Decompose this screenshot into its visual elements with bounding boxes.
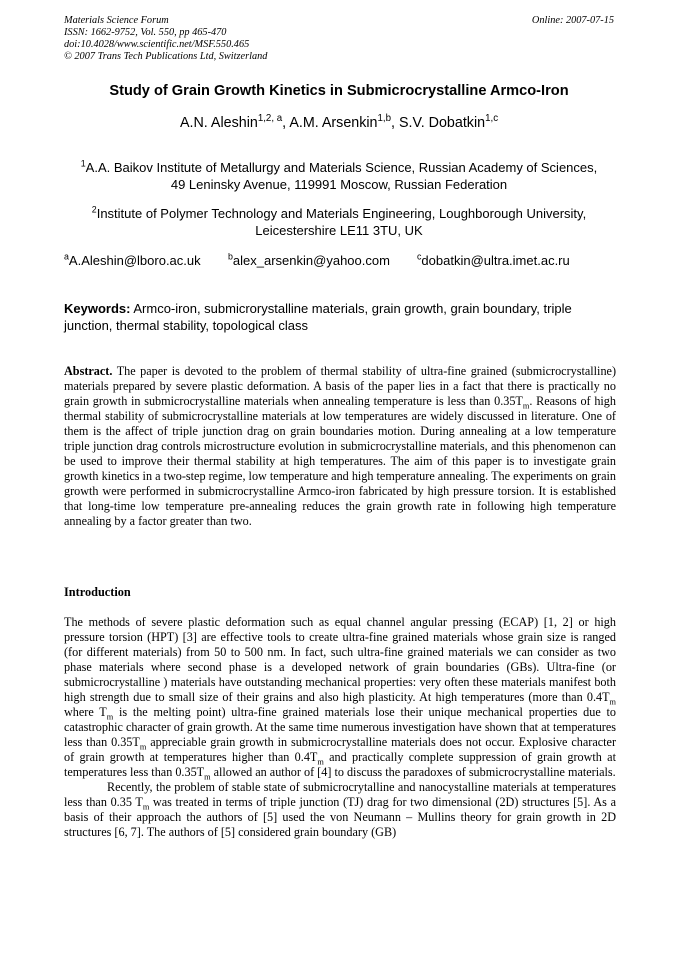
journal-name: Materials Science Forum	[64, 15, 169, 26]
keywords-label: Keywords:	[64, 301, 131, 316]
email-address: dobatkin@ultra.imet.ac.ru	[421, 253, 570, 268]
section-heading: Introduction	[64, 585, 131, 599]
journal-header	[64, 15, 267, 63]
author-separator: ,	[391, 115, 399, 131]
abstract	[64, 364, 616, 529]
author-superscript: 1,c	[485, 113, 499, 125]
paragraph-text: was treated in terms of triple junction (TJ) drag for two dimensional (2D) structures [5]. As a basis of their approach the authors of [5] used the von Neumann – Mullins theory for grain growth in 2D structures [6, 7]. The authors of [5] considered grain boundary (GB)	[64, 795, 616, 839]
affiliation-superscript: 1	[80, 158, 86, 169]
author-superscript: 1,2, a	[257, 113, 283, 125]
affiliation-superscript: 2	[91, 204, 97, 215]
issn-line: ISSN: 1662-9752, Vol. 550, pp 465-470	[64, 27, 227, 38]
author-list	[64, 115, 614, 131]
email-address: alex_arsenkin@yahoo.com	[232, 253, 390, 268]
subscript: m	[317, 757, 324, 767]
introduction-body	[64, 615, 616, 840]
paragraph-text: Recently, the problem of stable state of submicrocrytalline and nanocystalline materials at temperatures less than 0.35 T	[64, 780, 616, 809]
email-superscript: b	[228, 251, 233, 262]
keywords	[64, 300, 616, 334]
affiliation-1	[64, 159, 614, 193]
online-date: Online: 2007-07-15	[531, 15, 614, 26]
subscript: m	[142, 802, 150, 812]
author-name: S.V. Dobatkin	[398, 115, 486, 131]
subscript: m	[609, 697, 616, 707]
paragraph	[64, 615, 616, 780]
email-entry	[228, 253, 417, 268]
subscript: m	[106, 712, 114, 722]
paragraph-text: The methods of severe plastic deformation such as equal channel angular pressing (ECAP) [1, 2] or high pressure torsion (HPT) [3] are effective tools to create ultra-fine grained materials whose grain size is ranged (for different materials) from 50 to 500 nm. In fact, such ultra-fine grained materials we can consider as two phase materials where second phase is a developed network of grain boundaries (GBs). Ultra-fine (or submicrocrystalline ) materials have outstanding mechanical properties: very often these materials manifest both high strength due to small size of their grains and also high plasticity. At high temperatures (more than 0.4T	[64, 615, 616, 704]
subscript: m	[522, 401, 530, 411]
affiliation-2	[64, 205, 614, 239]
email-entry	[64, 253, 228, 268]
abstract-label: Abstract.	[64, 364, 113, 378]
affiliation-line: Institute of Polymer Technology and Materials Engineering, Loughborough University,	[96, 206, 587, 221]
paragraph-text: allowed an author of [4] to discuss the paradoxes of submicrocrystalline materials.	[210, 765, 616, 779]
author-name: A.M. Arsenkin	[289, 115, 378, 131]
affiliation-line: 49 Leninsky Avenue, 119991 Moscow, Russian Federation	[170, 177, 508, 192]
author-separator: ,	[282, 115, 290, 131]
email-superscript: a	[64, 251, 69, 262]
affiliation-line: Leicestershire LE11 3TU, UK	[255, 223, 423, 238]
paragraph-text: is the melting point) ultra-fine grained materials lose their unique mechanical properties due to catastrophic character of grain growth. At the same time numerous investigation have shown that at temperatures less than 0.35T	[64, 705, 616, 749]
doi-line: doi:10.4028/www.scientific.net/MSF.550.465	[64, 39, 250, 50]
email-entry	[417, 253, 570, 268]
paper-title: Study of Grain Growth Kinetics in Submicrocrystalline Armco-Iron	[109, 83, 569, 99]
paragraph	[64, 780, 616, 840]
email-list	[64, 253, 570, 268]
subscript: m	[139, 742, 147, 752]
affiliation-line: A.A. Baikov Institute of Metallurgy and Materials Science, Russian Academy of Sciences,	[85, 160, 598, 175]
paragraph-text: where T	[64, 705, 107, 719]
abstract-text: The paper is devoted to the problem of thermal stability of ultra-fine grained (submicrocrystalline) materials prepared by severe plastic deformation. A basis of the paper lies in a fact that there is practically no grain growth in submicrocrystalline materials when annealing temperature is less than 0.35T	[64, 364, 617, 408]
subscript: m	[204, 772, 211, 782]
author-superscript: 1,b	[377, 113, 392, 125]
paragraph-text: and practically complete suppression of grain growth at temperatures less than 0.35T	[64, 750, 616, 779]
paragraph-text: appreciable grain growth in submicrocrystalline materials does not occur. Explosive character of grain growth at temperatures higher than 0.4T	[64, 735, 617, 764]
email-address: A.Aleshin@lboro.ac.uk	[68, 253, 201, 268]
keywords-text: Armco-iron, submicrorystalline materials, grain growth, grain boundary, triple junction, thermal stability, topological class	[64, 301, 572, 333]
email-superscript: c	[417, 251, 422, 262]
abstract-text: . Reasons of high thermal stability of submicrocrystalline materials at low temperatures are widely discussed in literature. One of them is the affect of triple junction drag on grain boundaries motion. During annealing at a low temperature triple junction drag controls microstructure evolution in submicrocrystalline materials, and this phenomenon can be used to improve their thermal stability at high temperatures. The aim of this paper is to investigate grain growth kinetics in a two-step regime, low temperature and high temperature annealing. The experiments on grain growth were performed in submicrocrystalline Armco-iron fabricated by high pressure torsion. It is established that long-time low temperature pre-annealing reduces the grain growth rate in following high temperature annealing by a factor greater than two.	[64, 394, 616, 528]
copyright-line: © 2007 Trans Tech Publications Ltd, Switzerland	[64, 51, 268, 62]
author-name: A.N. Aleshin	[179, 115, 258, 131]
